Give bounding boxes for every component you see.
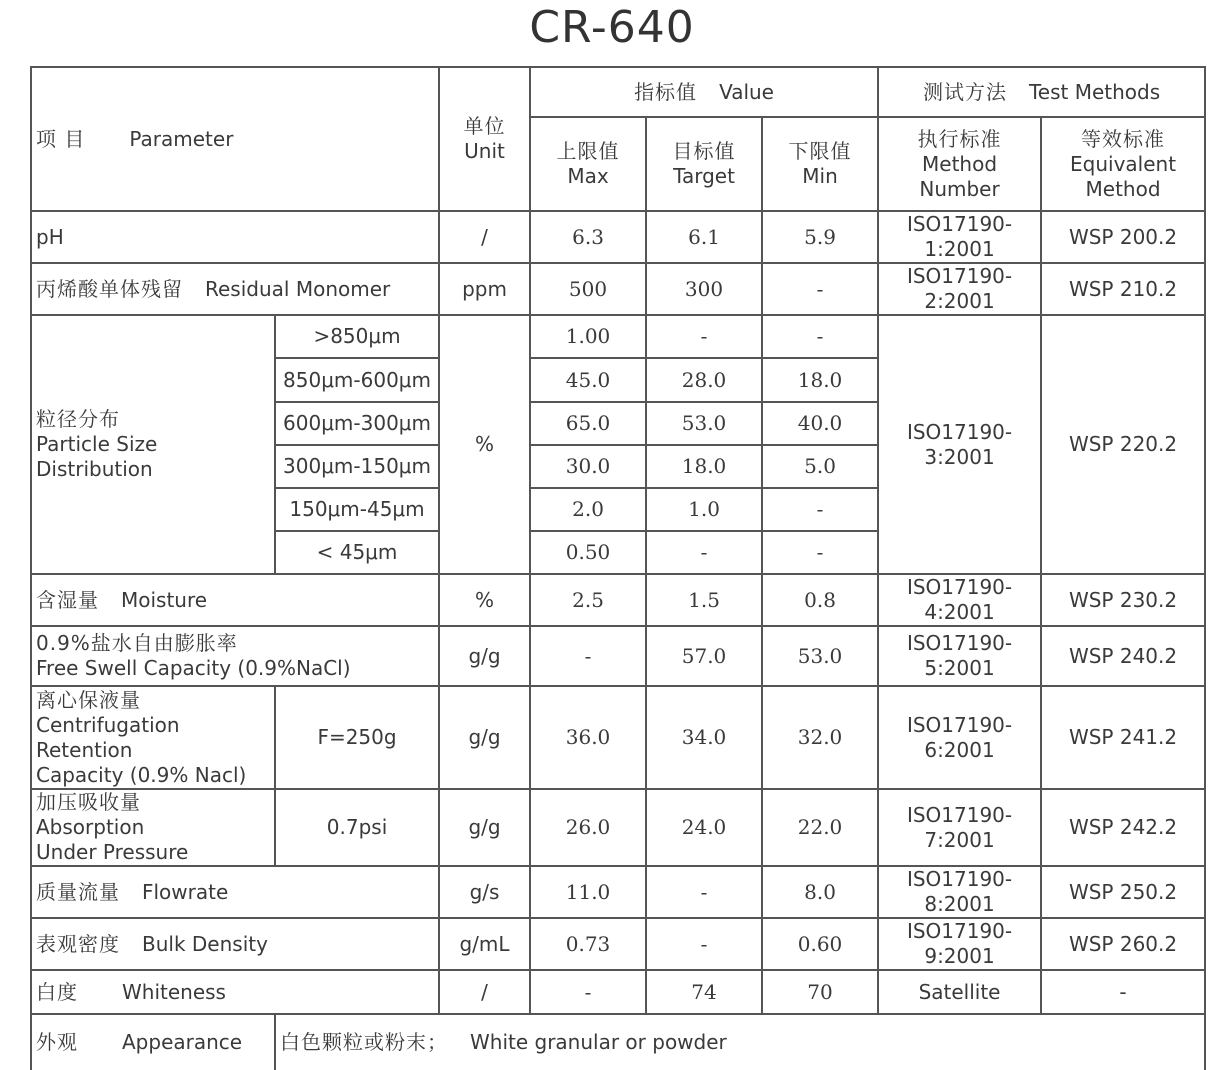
- max-header-en: Max: [567, 164, 609, 188]
- method-number-header-zh: 执行标准: [917, 126, 1002, 151]
- parameter-header: [31, 67, 439, 211]
- equivalent-method-header-en1: Equivalent: [1070, 151, 1177, 176]
- flow-equiv: WSP 250.2: [1041, 866, 1205, 918]
- row-free-swell: [31, 626, 1205, 686]
- fsc-unit: g/g: [439, 626, 530, 686]
- crc-condition: F=250g: [275, 686, 439, 789]
- white-unit: /: [439, 970, 530, 1014]
- psd-label-zh: 粒径分布: [36, 407, 120, 431]
- monomer-method: ISO17190-2:2001: [878, 263, 1041, 315]
- psd-range: 600μm-300μm: [275, 402, 439, 445]
- fsc-max: -: [530, 626, 646, 686]
- psd-max: 30.0: [530, 445, 646, 488]
- monomer-label: [31, 263, 439, 315]
- psd-target: 53.0: [646, 402, 762, 445]
- fsc-method: ISO17190-5:2001: [878, 626, 1041, 686]
- test-methods-header: [878, 67, 1205, 117]
- bulk-max: 0.73: [530, 918, 646, 970]
- appear-value-zh: 白色颗粒或粉末；: [280, 1030, 448, 1054]
- moisture-method: ISO17190-4:2001: [878, 574, 1041, 626]
- unit-header-zh: 单位: [463, 114, 506, 138]
- psd-min: 18.0: [762, 358, 878, 402]
- white-max: -: [530, 970, 646, 1014]
- row-moisture: [31, 574, 1205, 626]
- psd-min: -: [762, 315, 878, 358]
- psd-max: 45.0: [530, 358, 646, 402]
- document-title: CR-640: [529, 2, 695, 53]
- flow-min: 8.0: [762, 866, 878, 918]
- psd-target: 18.0: [646, 445, 762, 488]
- white-label: [31, 970, 439, 1014]
- ph-min: 5.9: [762, 211, 878, 263]
- parameter-header-zh: 项 目: [36, 126, 86, 151]
- psd-method: ISO17190-3:2001: [878, 315, 1041, 574]
- parameter-header-en: Parameter: [129, 126, 234, 151]
- flow-max: 11.0: [530, 866, 646, 918]
- bulk-equiv: WSP 260.2: [1041, 918, 1205, 970]
- crc-max: 36.0: [530, 686, 646, 789]
- value-header-en: Value: [719, 79, 774, 104]
- min-header: [762, 117, 878, 211]
- crc-equiv: WSP 241.2: [1041, 686, 1205, 789]
- psd-min: -: [762, 488, 878, 531]
- psd-min: 5.0: [762, 445, 878, 488]
- method-number-header: [878, 117, 1041, 211]
- test-methods-header-zh: 测试方法: [922, 79, 1007, 104]
- aup-label-en2: Under Pressure: [36, 840, 189, 864]
- psd-label-en: Particle Size Distribution: [36, 432, 158, 481]
- white-method: Satellite: [878, 970, 1041, 1014]
- row-psd-1: [31, 315, 1205, 358]
- psd-target: -: [646, 315, 762, 358]
- aup-method: ISO17190-7:2001: [878, 789, 1041, 866]
- monomer-label-en: Residual Monomer: [205, 276, 391, 301]
- white-target: 74: [646, 970, 762, 1014]
- equivalent-method-header-en2: Method: [1085, 176, 1161, 201]
- bulk-min: 0.60: [762, 918, 878, 970]
- ph-method: ISO17190-1:2001: [878, 211, 1041, 263]
- psd-equiv: WSP 220.2: [1041, 315, 1205, 574]
- ph-max: 6.3: [530, 211, 646, 263]
- spec-table: [30, 66, 1206, 1070]
- crc-unit: g/g: [439, 686, 530, 789]
- psd-max: 0.50: [530, 531, 646, 574]
- target-header-en: Target: [673, 164, 735, 188]
- fsc-label-en: Free Swell Capacity (0.9%NaCl): [36, 656, 351, 680]
- white-min: 70: [762, 970, 878, 1014]
- ph-unit: /: [439, 211, 530, 263]
- monomer-target: 300: [646, 263, 762, 315]
- psd-range: 300μm-150μm: [275, 445, 439, 488]
- row-ph: [31, 211, 1205, 263]
- crc-method: ISO17190-6:2001: [878, 686, 1041, 789]
- unit-header: [439, 67, 530, 211]
- monomer-max: 500: [530, 263, 646, 315]
- psd-max: 1.00: [530, 315, 646, 358]
- ph-target: 6.1: [646, 211, 762, 263]
- row-aup: [31, 789, 1205, 866]
- crc-target: 34.0: [646, 686, 762, 789]
- moisture-equiv: WSP 230.2: [1041, 574, 1205, 626]
- moisture-min: 0.8: [762, 574, 878, 626]
- max-header-zh: 上限值: [556, 139, 620, 163]
- appear-label-zh: 外观: [36, 1030, 78, 1054]
- aup-unit: g/g: [439, 789, 530, 866]
- moisture-target: 1.5: [646, 574, 762, 626]
- psd-range: 150μm-45μm: [275, 488, 439, 531]
- equivalent-method-header-zh: 等效标准: [1081, 126, 1166, 151]
- target-header-zh: 目标值: [672, 139, 736, 163]
- psd-target: 28.0: [646, 358, 762, 402]
- equivalent-method-header: [1041, 117, 1205, 211]
- fsc-equiv: WSP 240.2: [1041, 626, 1205, 686]
- psd-min: 40.0: [762, 402, 878, 445]
- psd-range: 850μm-600μm: [275, 358, 439, 402]
- aup-label: [31, 789, 275, 866]
- moisture-label-zh: 含湿量: [36, 587, 99, 612]
- row-residual-monomer: [31, 263, 1205, 315]
- psd-max: 65.0: [530, 402, 646, 445]
- fsc-label: [31, 626, 439, 686]
- white-equiv: -: [1041, 970, 1205, 1014]
- crc-label-zh: 离心保液量: [36, 687, 141, 712]
- crc-label-en1: Centrifugation Retention: [36, 712, 180, 762]
- appear-label-en: Appearance: [122, 1030, 243, 1054]
- flow-target: -: [646, 866, 762, 918]
- psd-range: >850μm: [275, 315, 439, 358]
- monomer-min: -: [762, 263, 878, 315]
- unit-header-en: Unit: [464, 139, 505, 163]
- bulk-label-zh: 表观密度: [36, 931, 120, 956]
- psd-range: < 45μm: [275, 531, 439, 574]
- moisture-label: [31, 574, 439, 626]
- row-flowrate: [31, 866, 1205, 918]
- fsc-min: 53.0: [762, 626, 878, 686]
- crc-label: [31, 686, 275, 789]
- appear-value: [275, 1014, 1205, 1070]
- psd-unit: %: [439, 315, 530, 574]
- flow-label-zh: 质量流量: [36, 879, 120, 904]
- aup-label-zh: 加压吸收量: [36, 790, 141, 814]
- row-appearance: [31, 1014, 1205, 1070]
- aup-min: 22.0: [762, 789, 878, 866]
- crc-label-en2: Capacity (0.9% Nacl): [36, 762, 247, 787]
- value-header-zh: 指标值: [634, 79, 698, 104]
- aup-max: 26.0: [530, 789, 646, 866]
- monomer-label-zh: 丙烯酸单体残留: [36, 276, 183, 301]
- test-methods-header-en: Test Methods: [1028, 79, 1161, 104]
- bulk-label-en: Bulk Density: [142, 931, 268, 956]
- flow-label-en: Flowrate: [142, 879, 229, 904]
- flow-label: [31, 866, 439, 918]
- row-whiteness: [31, 970, 1205, 1014]
- crc-min: 32.0: [762, 686, 878, 789]
- method-number-header-en1: Method: [922, 151, 998, 176]
- appear-value-en: White granular or powder: [470, 1030, 727, 1054]
- aup-condition: 0.7psi: [275, 789, 439, 866]
- min-header-zh: 下限值: [788, 139, 852, 163]
- ph-equiv: WSP 200.2: [1041, 211, 1205, 263]
- psd-target: 1.0: [646, 488, 762, 531]
- bulk-label: [31, 918, 439, 970]
- bulk-method: ISO17190-9:2001: [878, 918, 1041, 970]
- ph-label: [31, 211, 439, 263]
- appear-label: [31, 1014, 275, 1070]
- row-bulk-density: [31, 918, 1205, 970]
- ph-label-en: pH: [36, 224, 64, 249]
- psd-min: -: [762, 531, 878, 574]
- method-number-header-en2: Number: [919, 176, 1000, 201]
- aup-equiv: WSP 242.2: [1041, 789, 1205, 866]
- fsc-label-zh: 0.9%盐水自由膨胀率: [36, 631, 238, 655]
- aup-label-en1: Absorption: [36, 815, 145, 839]
- row-crc: [31, 686, 1205, 789]
- min-header-en: Min: [802, 164, 838, 188]
- max-header: [530, 117, 646, 211]
- bulk-target: -: [646, 918, 762, 970]
- moisture-label-en: Moisture: [121, 587, 208, 612]
- psd-label: [31, 315, 275, 574]
- monomer-equiv: WSP 210.2: [1041, 263, 1205, 315]
- bulk-unit: g/mL: [439, 918, 530, 970]
- psd-target: -: [646, 531, 762, 574]
- white-label-zh: 白度: [36, 979, 78, 1004]
- fsc-target: 57.0: [646, 626, 762, 686]
- white-label-en: Whiteness: [122, 979, 226, 1004]
- value-header: [530, 67, 878, 117]
- moisture-max: 2.5: [530, 574, 646, 626]
- header-row-1: [31, 67, 1205, 117]
- flow-unit: g/s: [439, 866, 530, 918]
- flow-method: ISO17190-8:2001: [878, 866, 1041, 918]
- monomer-unit: ppm: [439, 263, 530, 315]
- psd-max: 2.0: [530, 488, 646, 531]
- aup-target: 24.0: [646, 789, 762, 866]
- moisture-unit: %: [439, 574, 530, 626]
- target-header: [646, 117, 762, 211]
